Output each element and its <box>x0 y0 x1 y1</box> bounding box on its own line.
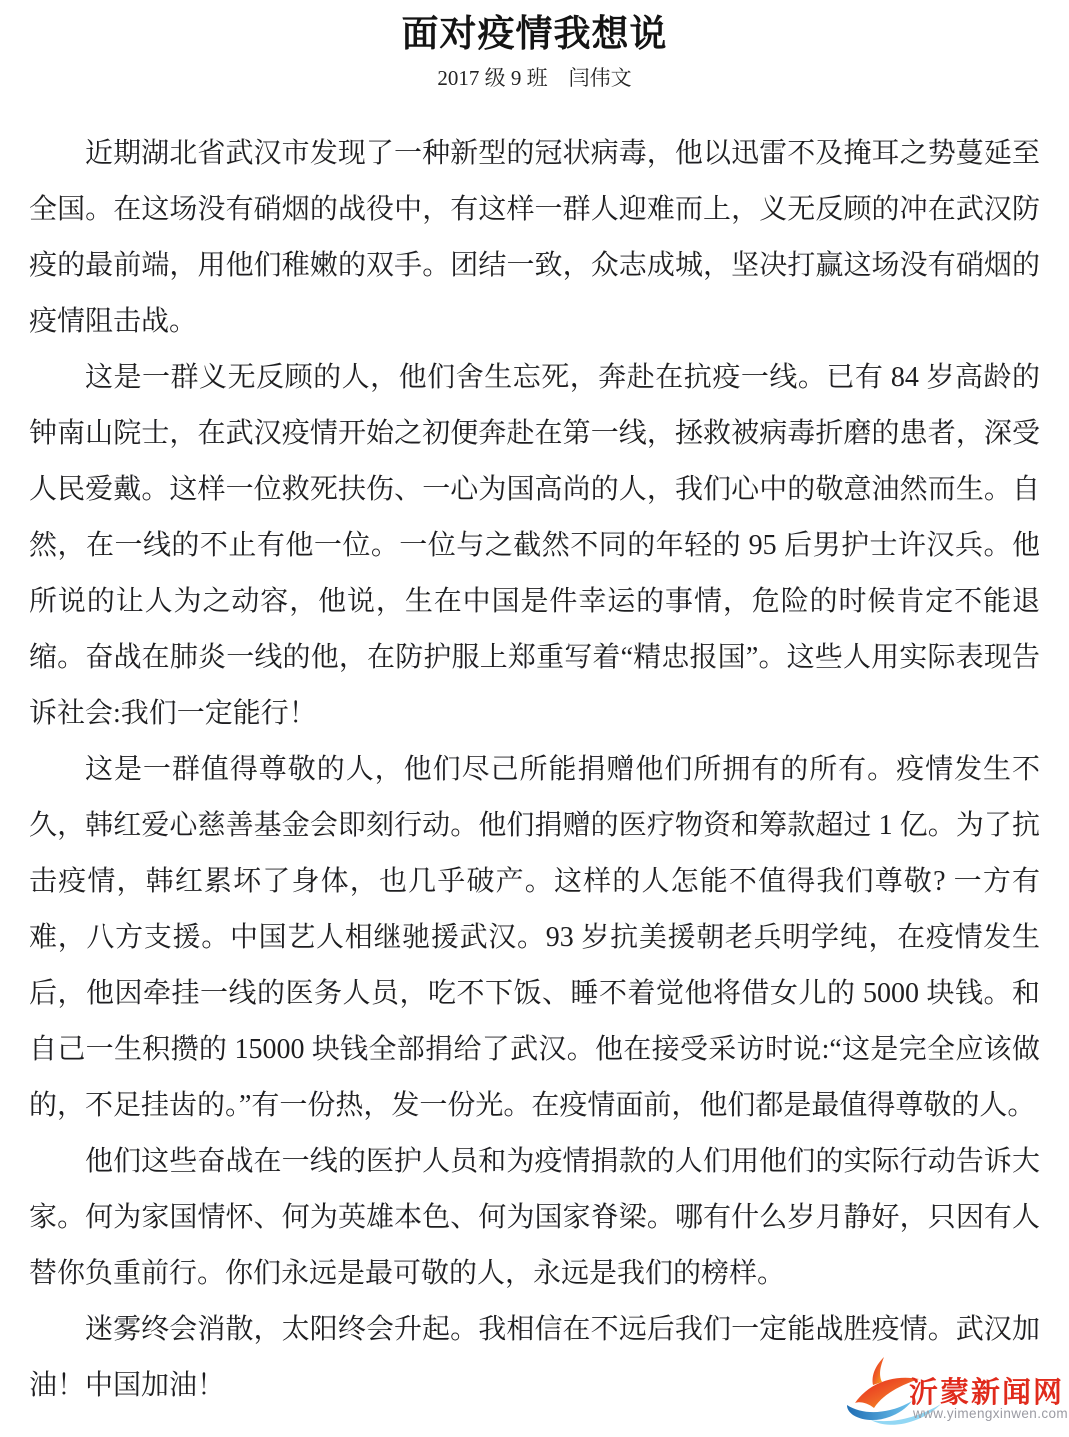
essay-paragraph-4: 他们这些奋战在一线的医护人员和为疫情捐款的人们用他们的实际行动告诉大家。何为家国情怀、何为英雄本色、何为国家脊梁。哪有什么岁月静好，只因有人替你负重前行。你们永远是最可敬的人，永远是我们的榜样。 <box>29 1146 1040 1289</box>
essay-paragraph-2: 这是一群义无反顾的人，他们舍生忘死，奔赴在抗疫一线。已有 84 岁高龄的钟南山院士，在武汉疫情开始之初便奔赴在第一线，拯救被病毒折磨的患者，深受人民爱戴。这样一位救死扶伤、一心为国高尚的人，我们心中的敬意油然而生。自然，在一线的不止有他一位。一位与之截然不同的年轻的 95 后男护士许汉兵。他所说的让人为之动容，他说，生在中国是件幸运的事情，危险的时候肯定不能退缩。奋战在肺炎一线的他，在防护服上郑重写着“精忠报国”。这些人用实际表现告诉社会:我们一定能行！ <box>29 362 1040 729</box>
watermark-site-url: www.yimengxinwen.com <box>913 1406 1069 1421</box>
essay-paragraph-5: 迷雾终会消散，太阳终会升起。我相信在不远后我们一定能战胜疫情。武汉加油！中国加油！ <box>29 1314 1040 1401</box>
essay-paragraph-3: 这是一群值得尊敬的人，他们尽己所能捐赠他们所拥有的所有。疫情发生不久，韩红爱心慈善基金会即刻行动。他们捐赠的医疗物资和筹款超过 1 亿。为了抗击疫情，韩红累坏了身体，也几乎破产。这样的人怎能不值得我们尊敬? 一方有难，八方支援。中国艺人相继驰援武汉。93 岁抗美援朝老兵明学纯，在疫情发生后，他因牵挂一线的医务人员，吃不下饭、睡不着觉他将借女儿的 5000 块钱。和自己一生积攒的 15000 块钱全部捐给了武汉。他在接受采访时说:“这是完全应该做的，不足挂齿的。”有一份热，发一份光。在疫情面前，他们都是最值得尊敬的人。 <box>29 754 1040 1121</box>
site-watermark <box>843 1354 1069 1434</box>
watermark-site-name: 沂蒙新闻网 <box>909 1377 1065 1409</box>
essay-paragraph-1: 近期湖北省武汉市发现了一种新型的冠状病毒，他以迅雷不及掩耳之势蔓延至全国。在这场没有硝烟的战役中，有这样一群人迎难而上，义无反顾的冲在武汉防疫的最前端，用他们稚嫩的双手。团结一致，众志成城，坚决打赢这场没有硝烟的疫情阻击战。 <box>29 138 1040 337</box>
essay-byline: 2017 级 9 班 闫伟文 <box>437 66 632 90</box>
essay-title: 面对疫情我想说 <box>401 13 668 54</box>
essay-body <box>0 126 1069 1414</box>
